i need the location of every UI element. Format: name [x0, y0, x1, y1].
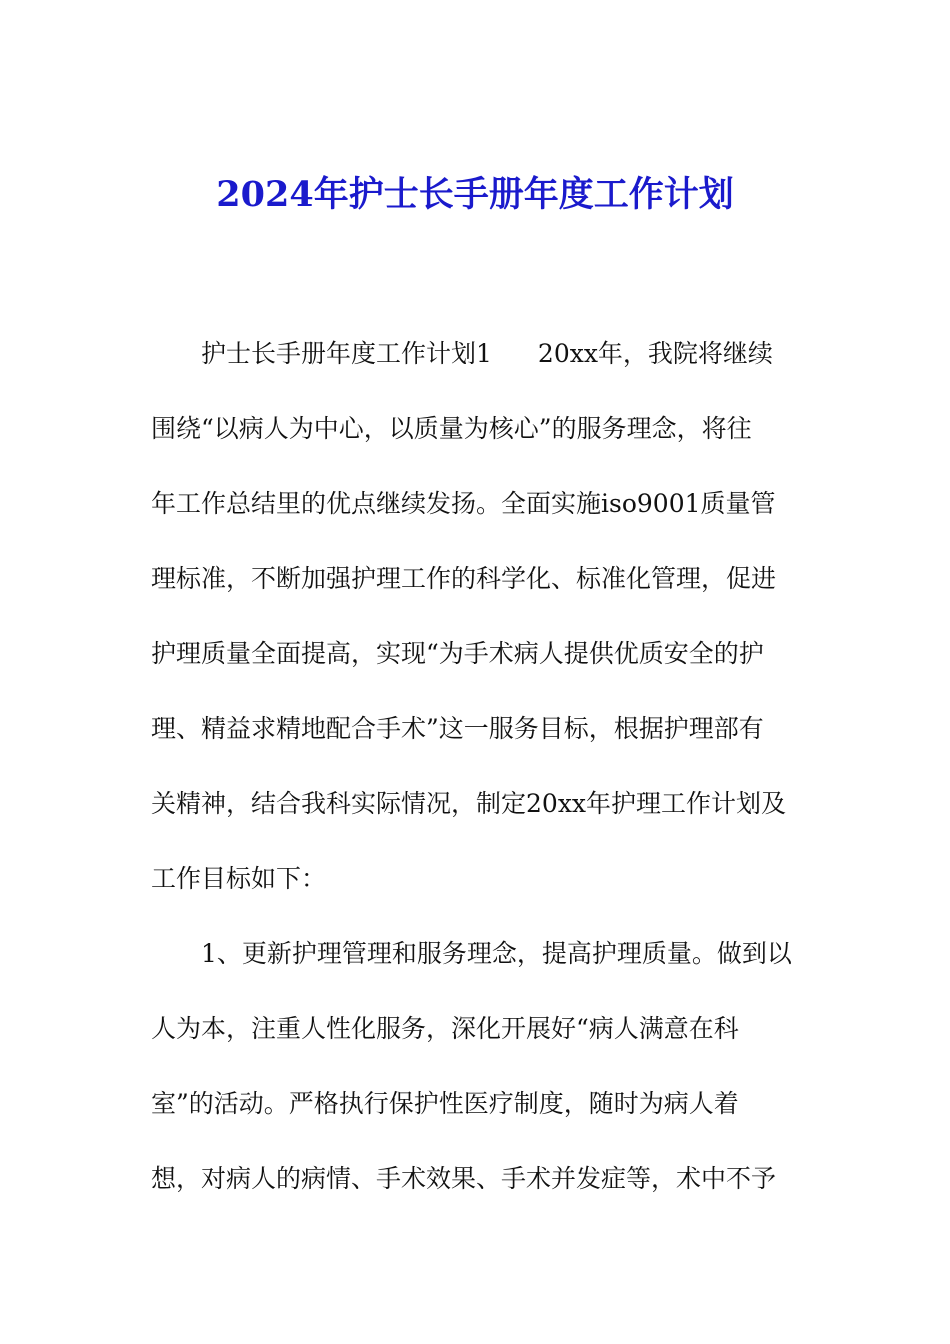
paragraph-line: 想，对病人的病情、手术效果、手术并发症等，术中不予 [151, 1164, 777, 1193]
paragraph-line: 理标准，不断加强护理工作的科学化、标准化管理，促进 [151, 564, 777, 593]
document-title: 2024年护士长手册年度工作计划 [216, 174, 734, 215]
paragraph-line: 人为本，注重人性化服务，深化开展好“病人满意在科 [151, 1014, 739, 1043]
paragraph-line: 护理质量全面提高，实现“为手术病人提供优质安全的护 [151, 639, 764, 668]
paragraph-line: 室”的活动。严格执行保护性医疗制度，随时为病人着 [151, 1089, 739, 1118]
paragraph-line: 围绕“以病人为中心，以质量为核心”的服务理念，将往 [151, 414, 752, 443]
paragraph-line: 年工作总结里的优点继续发扬。全面实施iso9001质量管 [151, 489, 776, 518]
paragraph-line: 关精神，结合我科实际情况，制定20xx年护理工作计划及 [151, 789, 787, 818]
paragraph-line: 理、精益求精地配合手术”这一服务目标，根据护理部有 [151, 714, 764, 743]
line-text: 护士长手册年度工作计划1 [201, 339, 492, 368]
document-body [151, 316, 801, 1216]
paragraph-line [151, 316, 801, 391]
paragraph-line: 工作目标如下： [151, 864, 327, 893]
paragraph-line: 1、更新护理管理和服务理念，提高护理质量。做到以 [201, 939, 792, 968]
line-text: 20xx年，我院将继续 [537, 339, 773, 368]
